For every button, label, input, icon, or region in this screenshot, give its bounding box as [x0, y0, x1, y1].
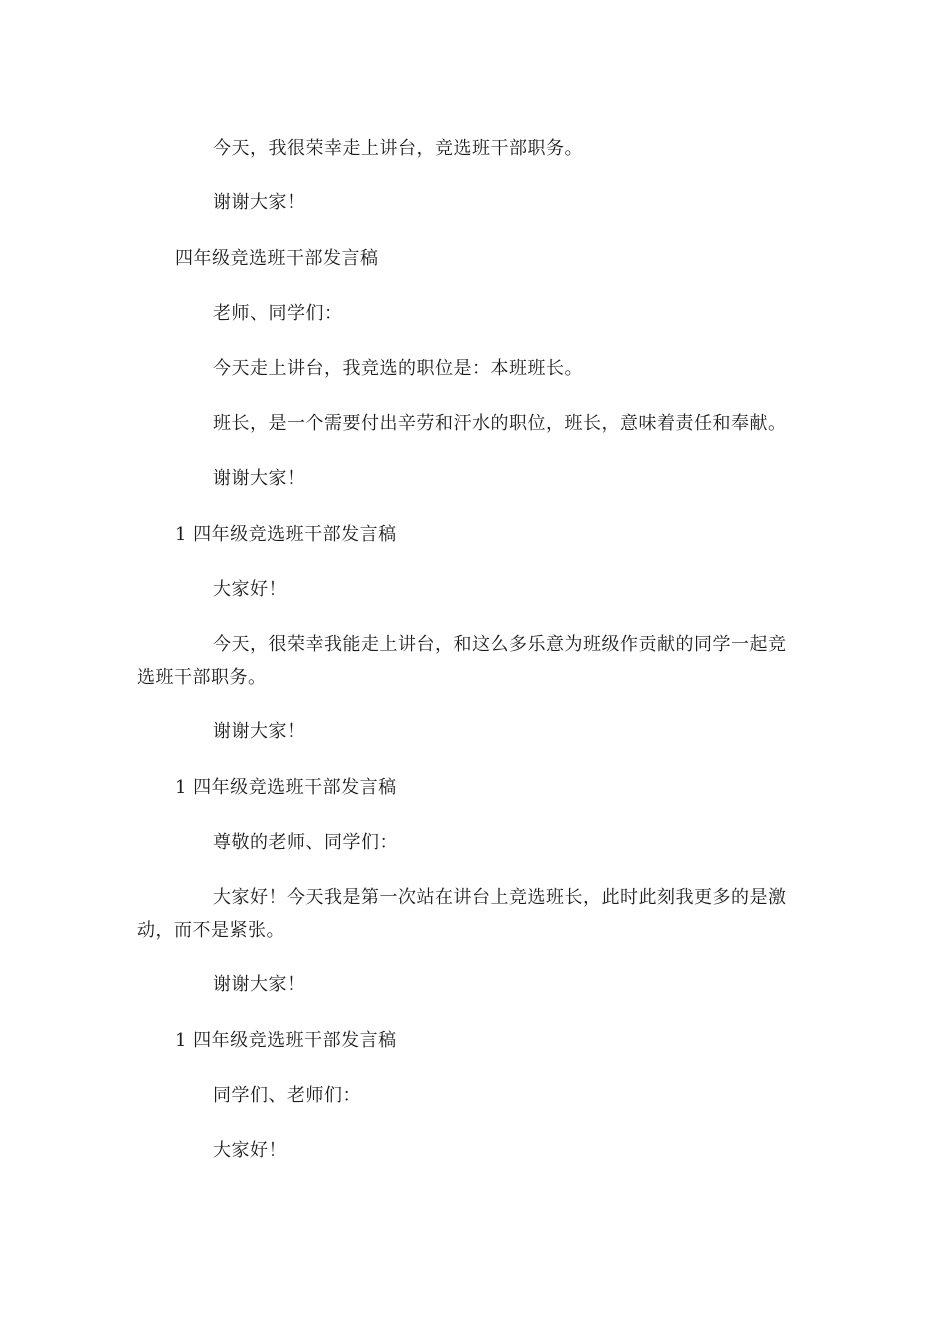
paragraph-line: 今天，我很荣幸走上讲台，竞选班干部职务。 — [213, 138, 583, 159]
paragraph-line: 谢谢大家！ — [213, 192, 306, 213]
paragraph-line: 大家好！ — [213, 1140, 287, 1161]
paragraph-line: 谢谢大家！ — [213, 468, 306, 489]
section-heading: 1 四年级竞选班干部发言稿 — [175, 1030, 397, 1051]
paragraph-line: 班长，是一个需要付出辛劳和汗水的职位，班长，意味着责任和奉献。 — [213, 413, 787, 434]
paragraph-line: 同学们、老师们： — [213, 1085, 361, 1106]
paragraph-line: 大家好！ — [213, 579, 287, 600]
paragraph-line: 尊敬的老师、同学们： — [213, 832, 398, 853]
section-heading: 四年级竞选班干部发言稿 — [175, 248, 379, 269]
section-heading: 1 四年级竞选班干部发言稿 — [175, 777, 397, 798]
paragraph-line: 选班干部职务。 — [137, 667, 267, 688]
paragraph-line: 动，而不是紧张。 — [137, 920, 285, 941]
section-heading: 1 四年级竞选班干部发言稿 — [175, 524, 397, 545]
paragraph-line: 谢谢大家！ — [213, 974, 306, 995]
paragraph-line: 大家好！今天我是第一次站在讲台上竞选班长，此时此刻我更多的是激 — [213, 887, 787, 908]
paragraph-line: 谢谢大家！ — [213, 721, 306, 742]
paragraph-line: 今天走上讲台，我竞选的职位是：本班班长。 — [213, 358, 583, 379]
paragraph-line: 老师、同学们： — [213, 303, 343, 324]
paragraph-line: 今天，很荣幸我能走上讲台，和这么多乐意为班级作贡献的同学一起竞 — [213, 634, 787, 655]
